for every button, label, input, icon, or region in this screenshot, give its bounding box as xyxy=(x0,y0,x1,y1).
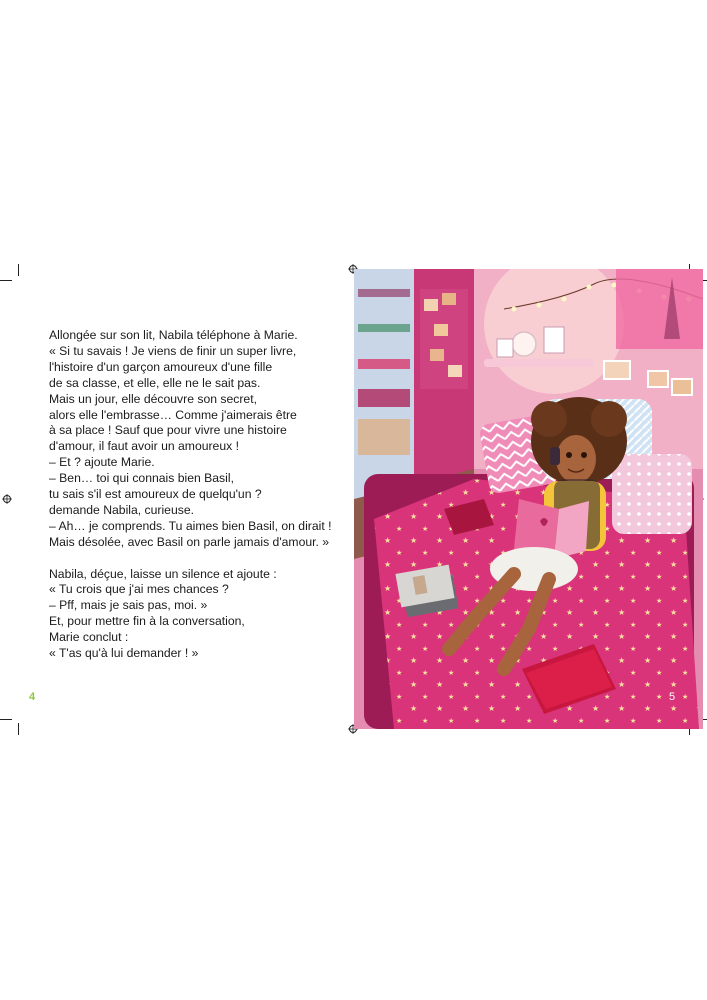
text-line: l'histoire d'un garçon amoureux d'une fille xyxy=(49,359,273,374)
text-line: à sa place ! Sauf que pour vivre une histoire xyxy=(49,423,287,438)
text-line: Mais désolée, avec Basil on parle jamais d'amour. » xyxy=(49,534,330,549)
text-line: – Ben… toi qui connais bien Basil, xyxy=(49,471,234,486)
text-line: Nabila, déçue, laisse un silence et ajoute : xyxy=(49,566,277,581)
story-text xyxy=(49,328,349,662)
text-line: tu sais s'il est amoureux de quelqu'un ? xyxy=(49,487,262,502)
text-line: Mais un jour, elle découvre son secret, xyxy=(49,391,257,406)
crop-mark xyxy=(0,280,12,281)
text-line: Allongée sur son lit, Nabila téléphone à Marie. xyxy=(49,328,298,342)
text-line: « Si tu savais ! Je viens de finir un super livre, xyxy=(49,343,297,358)
registration-mark-icon xyxy=(2,494,12,504)
illustration-girl-on-bed-icon xyxy=(354,269,703,729)
text-line: demande Nabila, curieuse. xyxy=(49,502,194,517)
text-line: « Tu crois que j'ai mes chances ? xyxy=(49,582,229,597)
text-line: alors elle l'embrasse… Comme j'aimerais être xyxy=(49,407,297,422)
text-line: – Et ? ajoute Marie. xyxy=(49,455,155,470)
crop-mark xyxy=(18,264,19,276)
text-line: Marie conclut : xyxy=(49,630,129,645)
text-line: d'amour, il faut avoir un amoureux ! xyxy=(49,439,239,454)
text-line: de sa classe, et elle, elle ne le sait pas. xyxy=(49,375,261,390)
crop-mark xyxy=(0,719,12,720)
page-number-right: 5 xyxy=(669,691,676,703)
crop-mark xyxy=(18,723,19,735)
text-line: « T'as qu'à lui demander ! » xyxy=(49,646,199,661)
text-line: – Pff, mais je sais pas, moi. » xyxy=(49,598,208,613)
page-number-left: 4 xyxy=(29,691,36,703)
text-line: – Ah… je comprends. Tu aimes bien Basil, on dirait ! xyxy=(49,518,332,533)
text-line: Et, pour mettre fin à la conversation, xyxy=(49,614,245,629)
paragraph-gap xyxy=(49,551,349,567)
